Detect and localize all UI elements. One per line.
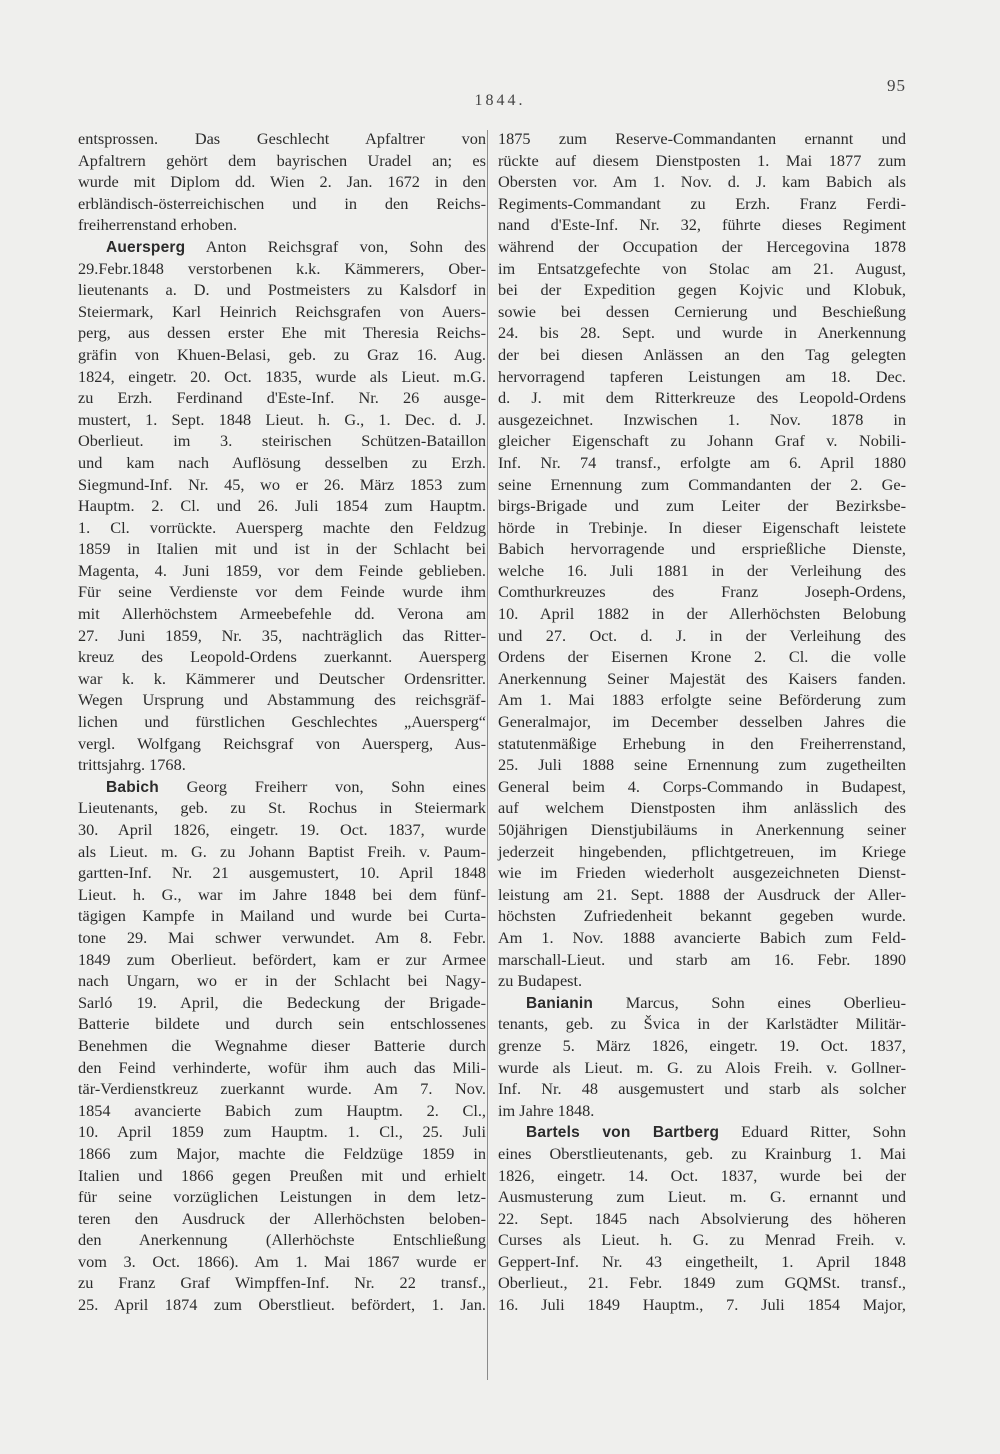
line-text: Magenta, 4. Juni 1859, vor dem Feinde geblieben.	[78, 560, 486, 580]
line-text: Inf. Nr. 48 ausgemustert und starb als solcher	[498, 1079, 906, 1099]
text-line	[78, 387, 486, 409]
text-line	[78, 581, 486, 603]
text-line	[78, 1035, 486, 1057]
text-line	[78, 279, 486, 301]
text-line	[498, 1272, 906, 1294]
line-text: 29.Febr.1848 verstorbenen k.k. Kämmerers, Ober-	[78, 258, 486, 278]
text-line	[498, 1057, 906, 1079]
text-line	[78, 1251, 486, 1273]
line-text: Ordens der Eisernen Krone 2. Cl. die volle	[498, 647, 906, 667]
text-line	[498, 452, 906, 474]
text-line	[498, 236, 906, 258]
text-line	[78, 754, 486, 776]
text-line	[78, 452, 486, 474]
line-text: ausgezeichnet. Inzwischen 1. Nov. 1878 in	[498, 409, 906, 429]
text-line	[498, 495, 906, 517]
line-text: Inf. Nr. 74 transf., erfolgte am 6. April 1880	[498, 452, 906, 472]
text-line	[78, 344, 486, 366]
line-text: tägigen Kampfe in Mailand und wurde bei Curta-	[78, 906, 486, 926]
line-text: den Anerkennung (Allerhöchste Entschließung	[78, 1230, 486, 1250]
text-line	[498, 301, 906, 323]
text-line	[78, 258, 486, 280]
line-text: teren den Ausdruck der Allerhöchsten beloben-	[78, 1208, 486, 1228]
text-line	[498, 1165, 906, 1187]
text-line	[498, 474, 906, 496]
line-text: gleicher Eigenschaft zu Johann Graf v. Nobili-	[498, 431, 906, 451]
line-text: 10. April 1882 in der Allerhöchsten Belobung	[498, 604, 906, 624]
text-line	[498, 1035, 906, 1057]
line-text: Geppert-Inf. Nr. 43 eingetheilt, 1. April 1848	[498, 1251, 906, 1271]
text-line	[498, 538, 906, 560]
text-line	[498, 193, 906, 215]
line-text: gartten-Inf. Nr. 21 ausgemustert, 10. April 1848	[78, 863, 486, 883]
line-text: 1854 avancierte Babich zum Hauptm. 2. Cl.,	[78, 1100, 486, 1120]
line-text: 16. Juli 1849 Hauptm., 7. Juli 1854 Major,	[498, 1295, 906, 1315]
text-line	[78, 366, 486, 388]
text-line	[498, 430, 906, 452]
line-text: tenants, geb. zu Švica in der Karlstädter Militär-	[498, 1014, 906, 1034]
text-line	[498, 1186, 906, 1208]
text-line	[78, 949, 486, 971]
text-line	[498, 409, 906, 431]
text-line	[78, 992, 486, 1014]
line-text: birgs-Brigade und zum Leiter der Bezirksbe-	[498, 496, 906, 516]
line-text: marschall-Lieut. und starb am 16. Febr. 1890	[498, 949, 906, 969]
line-text: 1849 zum Oberlieut. befördert, kam er zur Armee	[78, 949, 486, 969]
text-line	[498, 517, 906, 539]
line-text: den Feind verhinderte, wofür ihm auch das Mili-	[78, 1057, 486, 1077]
text-line	[78, 1100, 486, 1122]
line-text: General beim 4. Corps-Commando in Budapest,	[498, 776, 906, 796]
text-line	[78, 668, 486, 690]
line-text: 25. Juli 1888 seine Ernennung zum zugetheilten	[498, 755, 906, 775]
text-line	[78, 841, 486, 863]
line-text: grenze 5. März 1826, eingetr. 19. Oct. 1837,	[498, 1035, 906, 1055]
line-text: mustert, 1. Sept. 1848 Lieut. h. G., 1. Dec. d. J.	[78, 409, 486, 429]
text-line	[498, 1208, 906, 1230]
text-line	[78, 150, 486, 172]
text-line	[498, 797, 906, 819]
line-text: nach Ungarn, wo er in der Schlacht bei Nagy-	[78, 971, 486, 991]
line-text: trittsjahrg. 1768.	[78, 755, 186, 775]
line-text: Batterie bildete und durch sein entschlossenes	[78, 1014, 486, 1034]
line-text: tär-Verdienstkreuz zuerkannt wurde. Am 7. Nov.	[78, 1079, 486, 1099]
text-line	[498, 1078, 906, 1100]
text-line	[78, 128, 486, 150]
line-text: Am 1. Mai 1883 erfolgte seine Beförderung zum	[498, 690, 906, 710]
line-text: 1826, eingetr. 14. Oct. 1837, wurde bei der	[498, 1165, 906, 1185]
line-text: 1866 zum Major, machte die Feldzüge 1859 in	[78, 1143, 486, 1163]
line-text: Apfaltrern gehört dem bayrischen Uradel an; es	[78, 150, 486, 170]
line-text: hervorragend tapferen Leistungen am 18. Dec.	[498, 366, 906, 386]
line-text: Wegen Ursprung und Abstammung des reichsgräf-	[78, 690, 486, 710]
line-text: zu Budapest.	[498, 971, 583, 991]
entry-name: Babich	[106, 778, 159, 796]
line-text: erbländisch-österreichischen und in den Reichs-	[78, 193, 486, 213]
entry-heading-line	[78, 236, 486, 258]
line-text: wurde als Lieut. m. G. zu Alois Freih. v. Gollner-	[498, 1057, 906, 1077]
text-line	[498, 884, 906, 906]
line-text: 25. April 1874 zum Oberstlieut. befördert, 1. Jan.	[78, 1295, 486, 1315]
text-line	[78, 646, 486, 668]
line-text: Marcus, Sohn eines Oberlieu-	[593, 992, 906, 1012]
line-text: im Jahre 1848.	[498, 1100, 595, 1120]
line-text: gräfin von Khuen-Belasi, geb. zu Graz 16. Aug.	[78, 344, 486, 364]
text-line	[498, 646, 906, 668]
line-text: Georg Freiherr von, Sohn eines	[158, 776, 486, 796]
text-line	[78, 1121, 486, 1143]
line-text: 22. Sept. 1845 nach Absolvierung des höheren	[498, 1208, 906, 1228]
text-line	[498, 970, 906, 992]
line-text: und kam nach Auflösung desselben zu Erzh.	[78, 452, 486, 472]
line-text: eines Oberstlieutenants, geb. zu Krainburg 1. Mai	[498, 1143, 906, 1163]
line-text: Anton Reichsgraf von, Sohn des	[185, 236, 486, 256]
line-text: wie im Frieden wiederholt ausgezeichneten Dienst-	[498, 863, 906, 883]
line-text: Am 1. Nov. 1888 avancierte Babich zum Feld-	[498, 927, 906, 947]
text-line	[78, 474, 486, 496]
line-text: Oberlieut., 21. Febr. 1849 zum GQMSt. transf.,	[498, 1273, 906, 1293]
line-text: 1. Cl. vorrückte. Auersperg machte den Feldzug	[78, 517, 486, 537]
line-text: mit Allerhöchstem Armeebefehle dd. Verona am	[78, 604, 486, 624]
line-text: Lieut. h. G., war im Jahre 1848 bei dem fünf-	[78, 884, 486, 904]
line-text: Ausmusterung zum Lieut. m. G. ernannt und	[498, 1187, 906, 1207]
text-line	[498, 1251, 906, 1273]
line-text: sowie bei dessen Cernierung und Beschießung	[498, 301, 906, 321]
text-line	[78, 884, 486, 906]
text-line	[78, 689, 486, 711]
text-line	[498, 819, 906, 841]
text-line	[498, 128, 906, 150]
line-text: Hauptm. 2. Cl. und 26. Juli 1854 zum Hauptm.	[78, 496, 486, 516]
text-line	[498, 603, 906, 625]
line-text: leistung am 21. Sept. 1888 der Ausdruck der Aller-	[498, 884, 906, 904]
text-line	[498, 905, 906, 927]
line-text: Steiermark, Karl Heinrich Reichsgrafen von Auers-	[78, 301, 486, 321]
text-line	[498, 560, 906, 582]
line-text: Curses als Lieut. h. G. zu Menrad Freih. v.	[498, 1230, 906, 1250]
text-line	[498, 841, 906, 863]
line-text: vom 3. Oct. 1866). Am 1. Mai 1867 wurde er	[78, 1251, 486, 1271]
text-line	[78, 1229, 486, 1251]
line-text: der bei diesen Anlässen an den Tag gelegten	[498, 344, 906, 364]
line-text: Italien und 1866 gegen Preußen mit und erhielt	[78, 1165, 486, 1185]
text-line	[498, 1143, 906, 1165]
line-text: Sarló 19. April, die Bedeckung der Brigade-	[78, 992, 486, 1012]
running-head: 1844.	[474, 92, 526, 109]
text-line	[78, 214, 486, 236]
text-line	[498, 387, 906, 409]
text-line	[78, 1294, 486, 1316]
line-text: war k. k. Kämmerer und Deutscher Ordensritter.	[78, 668, 486, 688]
text-line	[78, 538, 486, 560]
line-text: während der Occupation der Hercegovina 1878	[498, 236, 906, 256]
line-text: zu Erzh. Ferdinand d'Este-Inf. Nr. 26 ausge-	[78, 388, 486, 408]
line-text: d. J. mit dem Ritterkreuze des Leopold-Ordens	[498, 388, 906, 408]
text-line	[78, 603, 486, 625]
text-line	[78, 560, 486, 582]
right-column	[498, 128, 906, 1316]
page-number: 95	[887, 76, 906, 95]
line-text: Comthurkreuzes des Franz Joseph-Ordens,	[498, 582, 906, 602]
line-text: lichen und fürstlichen Geschlechtes „Auersperg“	[78, 712, 486, 732]
line-text: auf welchem Dienstposten ihm anlässlich des	[498, 798, 906, 818]
text-line	[498, 668, 906, 690]
line-text: Generalmajor, im December desselben Jahres die	[498, 712, 906, 732]
text-line	[498, 711, 906, 733]
line-text: Benehmen die Wegnahme dieser Batterie durch	[78, 1035, 486, 1055]
text-line	[78, 1208, 486, 1230]
line-text: Babich hervorragende und ersprießliche Dienste,	[498, 539, 906, 559]
line-text: entsprossen. Das Geschlecht Apfaltrer von	[78, 129, 486, 148]
line-text: 50jährigen Dienstjubiläums in Anerkennung seiner	[498, 820, 906, 839]
text-line	[78, 171, 486, 193]
line-text: für seine vorzüglichen Leistungen in dem letz-	[78, 1187, 486, 1207]
text-line	[78, 862, 486, 884]
line-text: freiherrenstand erhoben.	[78, 215, 238, 235]
line-text: statutenmäßige Erhebung in den Freiherrenstand,	[498, 733, 906, 753]
entry-heading-line	[498, 992, 906, 1014]
text-line	[78, 927, 486, 949]
line-text: seine Ernennung zum Commandanten der 2. Ge-	[498, 474, 906, 494]
line-text: Obersten vor. Am 1. Nov. d. J. kam Babich als	[498, 172, 906, 192]
text-line	[498, 150, 906, 172]
line-text: Regiments-Commandant zu Erzh. Franz Ferdi-	[498, 193, 906, 213]
text-line	[78, 409, 486, 431]
text-line	[498, 322, 906, 344]
line-text: lieutenants a. D. und Postmeisters zu Kalsdorf in	[78, 280, 486, 300]
line-text: tone 29. Mai schwer verwundet. Am 8. Febr.	[78, 927, 486, 947]
text-line	[78, 625, 486, 647]
line-text: zu Franz Graf Wimpffen-Inf. Nr. 22 transf.,	[78, 1273, 486, 1293]
text-line	[78, 797, 486, 819]
text-line	[78, 517, 486, 539]
line-text: jederzeit hingebenden, pflichtgetreuen, im Kriege	[498, 841, 906, 861]
line-text: Oberlieut. im 3. steirischen Schützen-Bataillon	[78, 431, 486, 451]
line-text: höchsten Zufriedenheit bekannt gegeben wurde.	[498, 906, 906, 926]
text-line	[498, 1229, 906, 1251]
line-text: Anerkennung Seiner Majestät des Kaisers fanden.	[498, 668, 906, 688]
line-text: vergl. Wolfgang Reichsgraf von Auersperg, Aus-	[78, 733, 486, 753]
text-line	[498, 754, 906, 776]
line-text: Für seine Verdienste vor dem Feinde wurde ihm	[78, 582, 486, 602]
text-line	[78, 819, 486, 841]
text-line	[78, 1013, 486, 1035]
text-line	[498, 258, 906, 280]
line-text: perg, aus dessen erster Ehe mit Theresia Reichs-	[78, 323, 486, 343]
text-line	[498, 581, 906, 603]
line-text: Lieutenants, geb. zu St. Rochus in Steiermark	[78, 798, 486, 818]
text-line	[78, 1143, 486, 1165]
line-text: 24. bis 28. Sept. und wurde in Anerkennung	[498, 323, 906, 343]
text-line	[78, 430, 486, 452]
line-text: rückte auf diesem Dienstposten 1. Mai 1877 zum	[498, 150, 906, 170]
text-line	[78, 301, 486, 323]
text-line	[78, 1078, 486, 1100]
column-divider	[487, 130, 488, 1380]
text-line	[78, 733, 486, 755]
line-text: und 27. Oct. d. J. in der Verleihung des	[498, 625, 906, 645]
line-text: nand d'Este-Inf. Nr. 32, führte dieses Regiment	[498, 215, 906, 235]
text-line	[78, 1272, 486, 1294]
text-line	[78, 970, 486, 992]
line-text: 10. April 1859 zum Hauptm. 1. Cl., 25. Juli	[78, 1122, 486, 1142]
line-text: bei der Expedition gegen Kojvic und Klobuk,	[498, 280, 906, 300]
line-text: Eduard Ritter, Sohn	[719, 1122, 906, 1142]
line-text: hörde in Trebinje. In dieser Eigenschaft leistete	[498, 517, 906, 537]
text-line	[498, 733, 906, 755]
text-line	[78, 1165, 486, 1187]
text-line	[78, 1057, 486, 1079]
text-line	[78, 322, 486, 344]
line-text: 27. Juni 1859, Nr. 35, nachträglich das Ritter-	[78, 625, 486, 645]
text-line	[78, 1186, 486, 1208]
text-line	[498, 366, 906, 388]
line-text: 1875 zum Reserve-Commandanten ernannt und	[498, 129, 906, 148]
text-line	[78, 905, 486, 927]
text-line	[78, 495, 486, 517]
entry-name: Banianin	[526, 994, 594, 1012]
text-line	[78, 193, 486, 215]
line-text: im Entsatzgefechte von Stolac am 21. August,	[498, 258, 906, 278]
text-line	[498, 279, 906, 301]
entry-name: Bartels von Bartberg	[526, 1124, 720, 1142]
text-line	[498, 776, 906, 798]
line-text: wurde mit Diplom dd. Wien 2. Jan. 1672 in den	[78, 172, 486, 192]
text-line	[498, 625, 906, 647]
line-text: kreuz des Leopold-Ordens zuerkannt. Auersperg	[78, 647, 486, 667]
text-line	[498, 689, 906, 711]
line-text: 1824, eingetr. 20. Oct. 1835, wurde als Lieut. m.G.	[78, 366, 486, 386]
text-line	[498, 949, 906, 971]
left-column	[78, 128, 486, 1316]
text-line	[498, 1294, 906, 1316]
entry-name: Auersperg	[106, 238, 186, 256]
text-line	[498, 927, 906, 949]
line-text: 30. April 1826, eingetr. 19. Oct. 1837, wurde	[78, 820, 486, 839]
text-line	[498, 1100, 906, 1122]
line-text: als Lieut. m. G. zu Johann Baptist Freih. v. Paum-	[78, 841, 486, 861]
text-line	[498, 862, 906, 884]
text-line	[498, 1013, 906, 1035]
text-line	[78, 711, 486, 733]
text-line	[498, 171, 906, 193]
line-text: 1859 in Italien mit und ist in der Schlacht bei	[78, 539, 486, 559]
entry-heading-line	[498, 1121, 906, 1143]
line-text: Siegmund-Inf. Nr. 45, wo er 26. März 1853 zum	[78, 474, 486, 494]
text-line	[498, 214, 906, 236]
entry-heading-line	[78, 776, 486, 798]
text-line	[498, 344, 906, 366]
line-text: welche 16. Juli 1881 in der Verleihung des	[498, 560, 906, 580]
